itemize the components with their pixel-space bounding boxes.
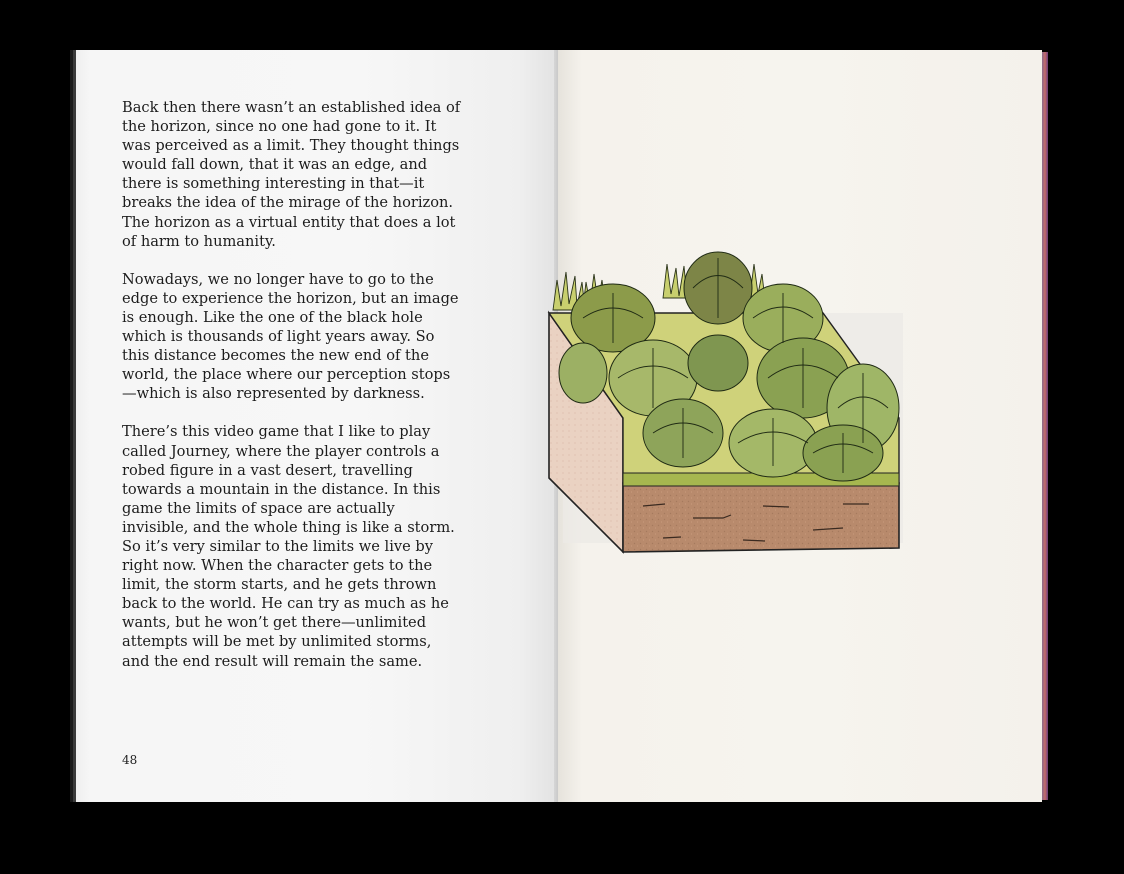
left-page xyxy=(70,50,558,802)
body-text xyxy=(122,98,462,690)
paragraph-3: There’s this video game that I like to play called Journey, where the player controls a robed figure in a vast desert, travelling towards a mountain in the distance. In this game the limits of space are actually invisible, and the whole thing is like a storm. So it’s very similar to the limits we live by right now. When the character gets to the limit, the storm starts, and he gets thrown back to the world. He can try as much as he wants, but he won’t get there—unlimited attempts will be met by unlimited storms, and the end result will remain the same. xyxy=(122,423,455,670)
paragraph-1: Back then there wasn’t an established idea of the horizon, since no one had gone to it. It was perceived as a limit. They thought things would fall down, that it was an edge, and there is something interesting in that—it breaks the idea of the mirage of the horizon. The horizon as a virtual entity that does a lot of harm to humanity. xyxy=(122,99,461,250)
isometric-grass-plot-illustration xyxy=(543,248,907,558)
soil-front-face xyxy=(623,483,899,552)
paragraph-2: Nowadays, we no longer have to go to the edge to experience the horizon, but an image is enough. Like the one of the black hole which is thousands of light years away. So this distance becomes the new end of the world, the place where our perception stops—which is also represented by darkness. xyxy=(122,270,459,403)
page-edge xyxy=(1042,52,1048,800)
page-number: 48 xyxy=(122,753,138,767)
